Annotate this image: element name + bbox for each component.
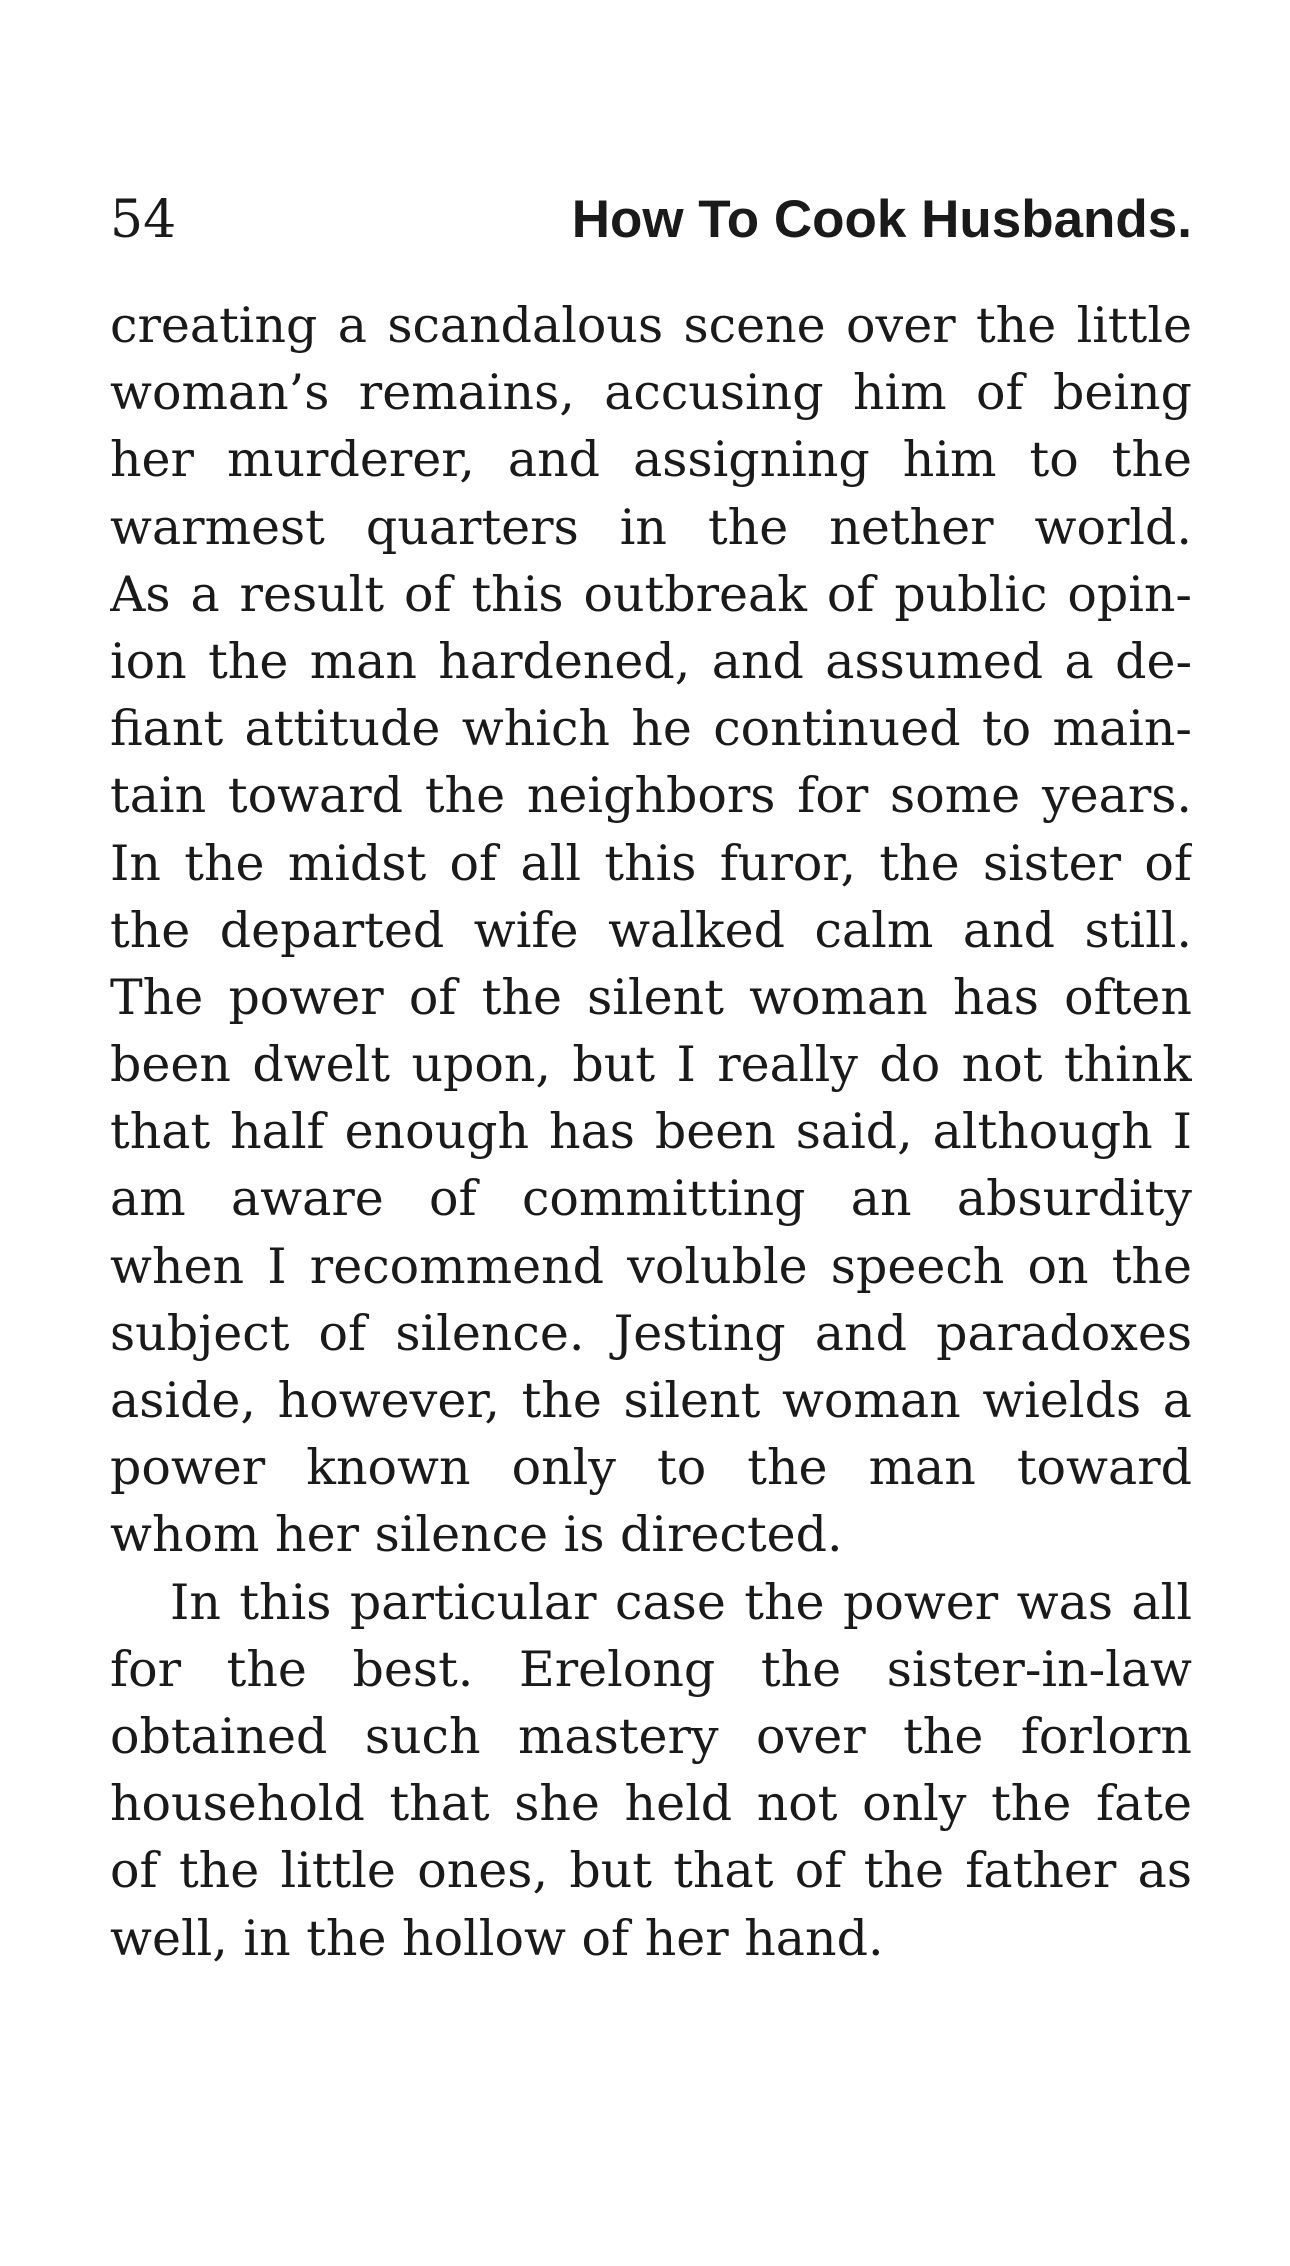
text-line: woman’s remains, accusing him of being <box>110 364 1192 422</box>
text-line: of the little ones, but that of the father as <box>110 1842 1192 1900</box>
text-line: ion the man hardened, and assumed a de- <box>110 632 1192 690</box>
text-line: for the best. Erelong the sister-in-law <box>110 1640 1192 1698</box>
text-line: household that she held not only the fate <box>110 1775 1192 1833</box>
text-line: subject of silence. Jesting and paradoxes <box>110 1304 1192 1362</box>
text-line: that half enough has been said, although I <box>110 1103 1192 1161</box>
text-line: As a result of this outbreak of public opin- <box>110 565 1192 623</box>
text-line: tain toward the neighbors for some years. <box>110 767 1192 825</box>
paragraph-2 <box>110 1569 1192 1972</box>
text-line: am aware of committing an absurdity <box>110 1170 1192 1228</box>
text-line: creating a scandalous scene over the little <box>110 297 1192 354</box>
paragraph-1 <box>110 292 1192 1569</box>
text-line: her murderer, and assigning him to the <box>110 431 1192 489</box>
text-line: The power of the silent woman has often <box>110 968 1192 1026</box>
text-line: obtained such mastery over the forlorn <box>110 1707 1192 1765</box>
text-line: the departed wife walked calm and still. <box>110 901 1192 959</box>
running-head <box>110 180 1192 260</box>
running-title: How To Cook Husbands. <box>571 190 1192 249</box>
text-line: fiant attitude which he continued to main- <box>110 700 1192 758</box>
text-line: In the midst of all this furor, the sister of <box>110 834 1192 892</box>
text-line: power known only to the man toward <box>110 1439 1192 1497</box>
body-text <box>110 292 1192 1972</box>
text-line: aside, however, the silent woman wields a <box>110 1372 1192 1429</box>
text-line: well, in the hollow of her hand. <box>110 1909 884 1967</box>
page-number: 54 <box>110 190 177 250</box>
text-line: In this particular case the power was all <box>170 1573 1192 1631</box>
text-line: warmest quarters in the nether world. <box>110 498 1192 556</box>
text-line: whom her silence is directed. <box>110 1506 843 1564</box>
text-line: when I recommend voluble speech on the <box>110 1237 1192 1295</box>
text-line: been dwelt upon, but I really do not think <box>110 1036 1192 1094</box>
